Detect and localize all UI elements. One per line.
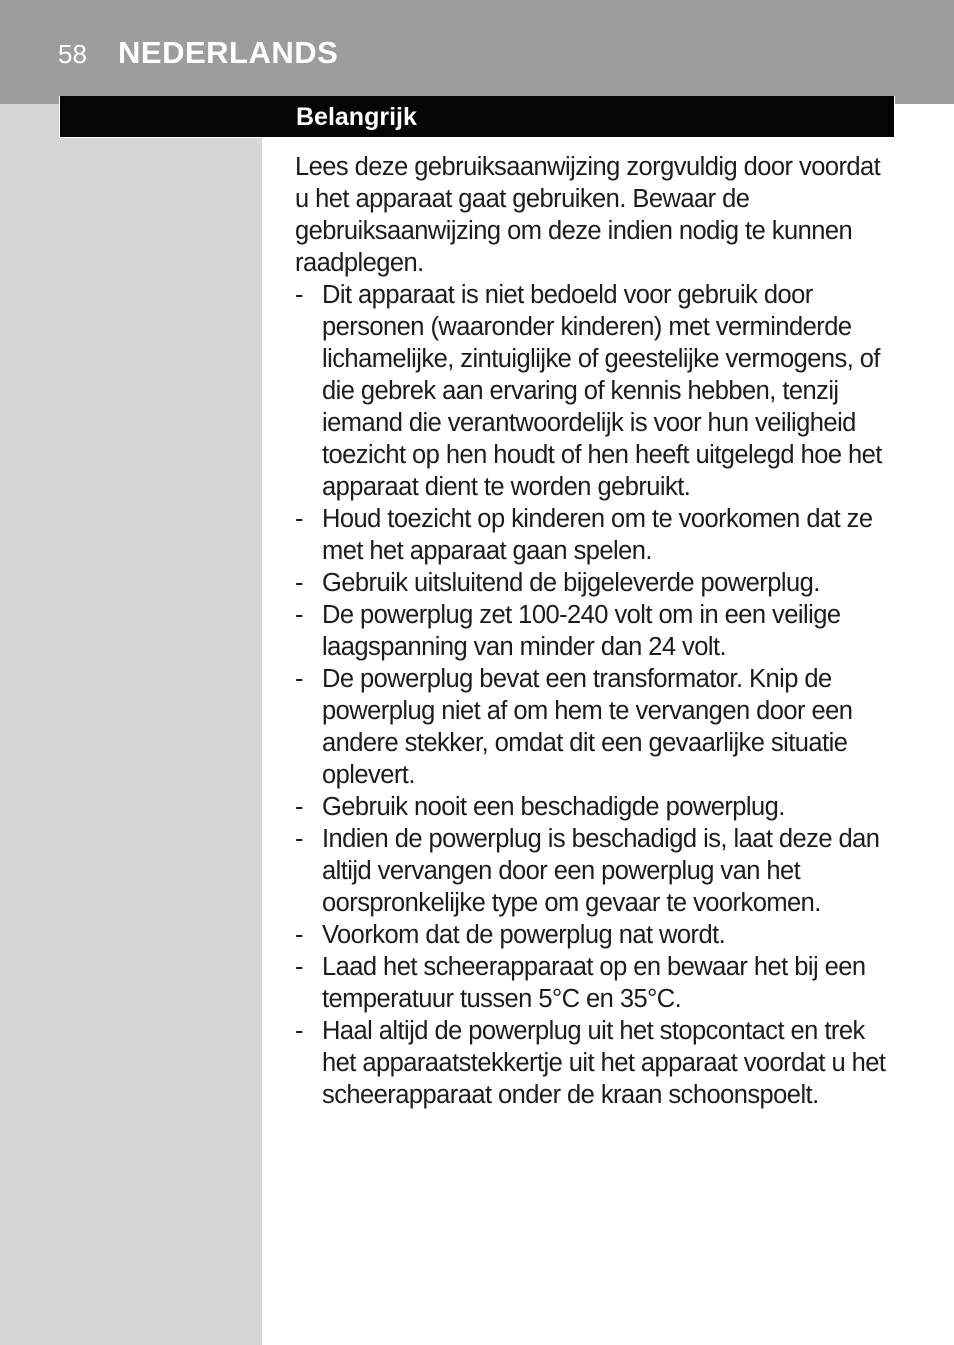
bullet-dash: - [295,953,303,981]
bullet-dash: - [295,601,303,629]
list-item-text: De powerplug bevat een transformator. Knip de powerplug niet af om hem te vervangen door een andere stekker, omdat dit een gevaarlijke situatie oplevert. [322,665,853,789]
language-title: NEDERLANDS [118,35,339,70]
list-item [295,599,895,663]
list-item [295,1015,895,1111]
list-item-text: Gebruik uitsluitend de bijgeleverde powerplug. [322,569,820,597]
list-item-text: Houd toezicht op kinderen om te voorkomen dat ze met het apparaat gaan spelen. [322,505,873,565]
list-item-text: Voorkom dat de powerplug nat wordt. [322,921,726,949]
bullet-dash: - [295,1017,303,1045]
list-item [295,279,895,503]
list-item-text: Laad het scheerapparaat op en bewaar het bij een temperatuur tussen 5°C en 35°C. [322,953,866,1013]
section-content [295,151,895,1111]
list-item [295,503,895,567]
list-item [295,919,895,951]
list-item [295,951,895,1015]
list-item [295,791,895,823]
bullet-dash: - [295,665,303,693]
left-margin-panel [0,104,262,1345]
list-item-text: De powerplug zet 100-240 volt om in een veilige laagspanning van minder dan 24 volt. [322,601,841,661]
bullet-dash: - [295,825,303,853]
list-item-text: Dit apparaat is niet bedoeld voor gebruik door personen (waaronder kinderen) met verminderde lichamelijke, zintuiglijke of geestelijke vermogens, of die gebrek aan ervaring of kennis hebben, tenzij iemand die verantwoordelijk is voor hun veiligheid toezicht op hen houdt of hen heeft uitgelegd hoe het apparaat dient te worden gebruikt. [322,281,882,501]
list-item [295,663,895,791]
list-item-text: Gebruik nooit een beschadigde powerplug. [322,793,785,821]
page-number: 58 [58,39,87,69]
list-item [295,567,895,599]
header-bar [0,0,954,104]
section-heading: Belangrijk [296,103,417,131]
bullet-dash: - [295,921,303,949]
list-item-text: Haal altijd de powerplug uit het stopcontact en trek het apparaatstekkertje uit het apparaat voordat u het scheerapparaat onder de kraan schoonspoelt. [322,1017,886,1109]
list-item [295,823,895,919]
intro-paragraph: Lees deze gebruiksaanwijzing zorgvuldig door voordat u het apparaat gaat gebruiken. Bewaar de gebruiksaanwijzing om deze indien nodig te kunnen raadplegen. [295,153,881,277]
list-item-text: Indien de powerplug is beschadigd is, laat deze dan altijd vervangen door een powerplug van het oorspronkelijke type om gevaar te voorkomen. [322,825,880,917]
bullet-dash: - [295,281,303,309]
bullet-dash: - [295,793,303,821]
bullet-dash: - [295,505,303,533]
safety-list [295,279,895,1111]
bullet-dash: - [295,569,303,597]
section-heading-bar [59,96,895,138]
